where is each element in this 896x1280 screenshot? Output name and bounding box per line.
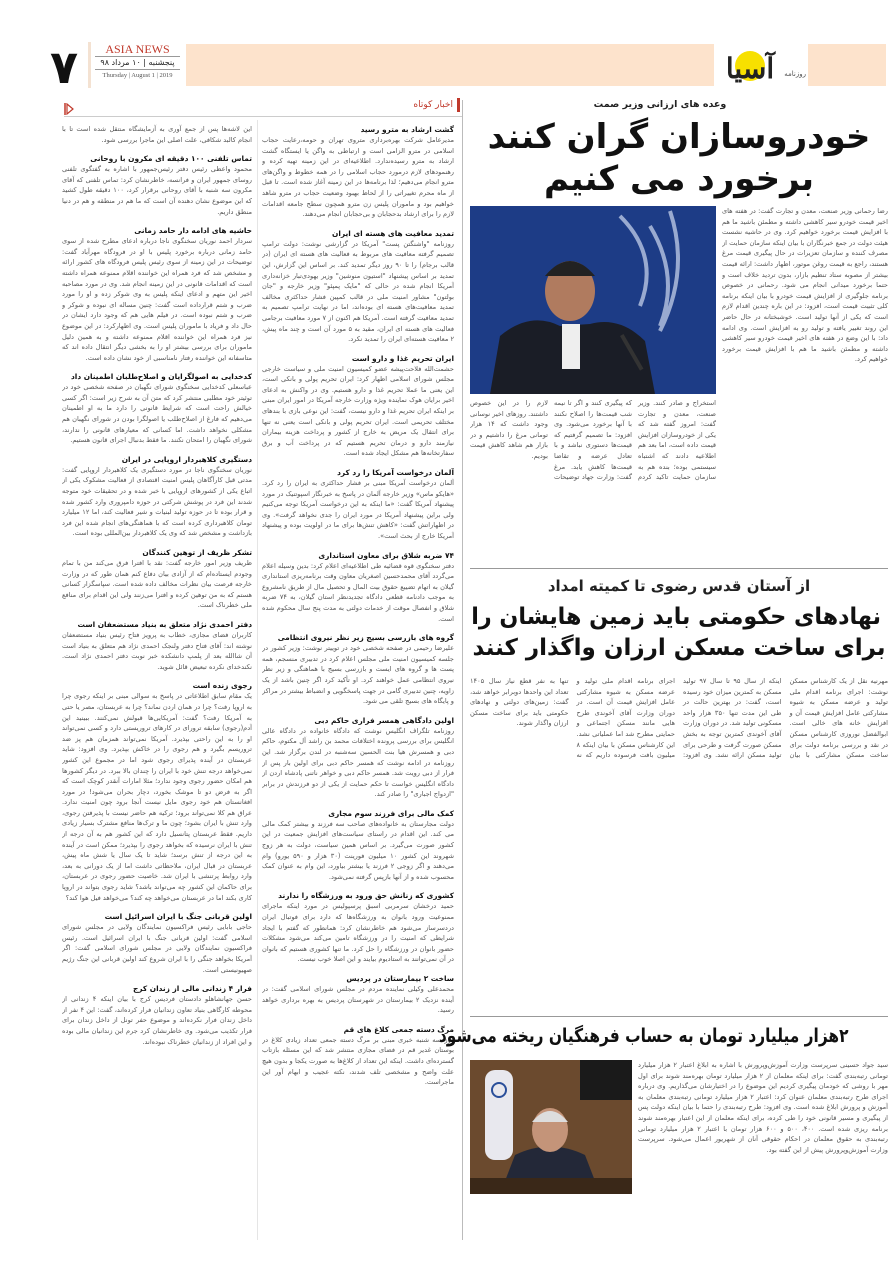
story3-headline: ۲هزار میلیارد تومان به حساب فرهنگیان ریخته می‌شود (438, 1025, 849, 1047)
story2-kicker-box (470, 576, 888, 596)
date-fa: پنجشنبه | ۱۰ مرداد ۹۸ (95, 57, 180, 70)
brief-body: کاربران فضای مجازی، خطاب به پرویز فتاح رئیس بنیاد مستضعفان نوشته اند: آقای فتاح دفتر ولنجک احمدی نژاد هم متعلق به بنیاد است آن شاالله بعد از پلمپ دانشکده خبر نوبت دفتر احمدی نژاد است. نکندخدای نکرده تبعیض قائل شوید. (62, 630, 252, 671)
column-divider (462, 100, 463, 1240)
brief-title: کمک مالی برای فرزند سوم مجاری (328, 808, 454, 818)
story2-kicker: از آستان قدس رضوی تا کمیته امداد (547, 577, 811, 595)
story1-headline (470, 116, 888, 200)
brief-title: ایران تحریم غذا و دارو است (351, 353, 454, 363)
header-band-right (808, 44, 886, 86)
story-separator (470, 568, 888, 569)
briefs-section-label: اخبار کوتاه (300, 98, 460, 112)
brief-title: گروه های بازرسی بسیج زیر نظر نیروی انتظامی (277, 633, 454, 643)
story1-headline-line1: خودروسازان گران کنند (487, 117, 871, 157)
story1-headline-line2: برخورد می کنیم (543, 159, 815, 199)
header-band (186, 44, 714, 86)
brief-title: تماس تلفنی ۱۰۰ دقیقه ای مکرون با روحانی (90, 154, 252, 164)
briefs-rule (64, 116, 462, 117)
brief-body: عباسعلی کدخدایی سخنگوی شورای نگهبان در صفحه شخصی خود در توئیتر خود مطلبی منتشر کرد که متن آن به شرح زیر است: اگر کسی خیالش راحت است که شرایط قانونی را دارد ما به او اطمینان می‌دهیم که فارغ از اصلاح‌طلب یا اصولگرا بودن در شورای نگهبان هم مشکلی نخواهد داشت. اما کسانی که معیارهای قانونی را ندارند، شورای نگهبان را امتحان نکنند. ما فقط بدنبال اجرای قانون هستیم. (62, 383, 252, 445)
story2-headline-line1: نهادهای حکومتی باید زمین هایشان را (471, 604, 881, 630)
page-number: ۷ (50, 40, 79, 94)
brief-body: روز سه شنبه خبری مبنی بر مرگ دسته جمعی تعداد زیادی کلاغ در بوستان غدیر قم در فضای مجازی منتشر شد که این مسئله بازتاب گسترده‌ای داشت. اینکه این تعداد از کلاغ‌ها به صورت یکجا و بدون هیچ علت واضح و مشخصی تلف شدند، نکته عجیب و ابهام آور این ماجراست. (262, 1035, 454, 1087)
brief-title: فرار ۴ زندانی مالی از زندان کرج (132, 984, 252, 994)
briefs-column-b (62, 124, 252, 1240)
story2-headline-line2: برای ساخت مسکن ارزان واگذار کنند (472, 635, 886, 661)
brief-title: کشوری که زنانش حق ورود به ورزشگاه را ندارند (278, 891, 454, 901)
brief-title: گشت ارشاد به مترو رسید (360, 125, 454, 134)
brief-title: آلمان درخواست آمریکا را رد کرد (337, 468, 454, 478)
brief-body: سردار احمد نوریان سخنگوی ناجا درباره ادعای مطرح شده از سوی حامد زمانی درباره برخورد پلیس با او در فرودگاه مهرآباد گفت: توضیحات در این زمینه از سوی رئیس پلیس فرودگاه های کشور ارائه و مشخص شد که فرد همراه این خواننده اقلام ممنوعه همراه داشته است که اقدامات قانونی در این زمینه انجام شد. وی در مورد مصاحبه اخیر این متهم و ادعای اینکه پلیس به وی شوکر زده و او را مورد ضرب و شتم قرارداده است گفت: چنین مساله ای نبوده و شوکر و ضرب و شتم نبوده است. در فیلم هایی هم که وجود دارد ایشان در حال داد و فریاد با ماموران پلیس است. وی اظهارکرد: در این موضوع نیز فرد همراه این خواننده اقلام ممنوعه داشته و به همین دلیل ماموران برای بررسی بیشتر او را به بخشی دیگر انتقال داده اند که متاسفانه این خواننده رفتار نامناسبی از خود نشان داده است. (62, 237, 252, 362)
story3-headline-box (438, 1022, 888, 1054)
brief-title: اولین دادگاهی همسر فراری حاکم دبی (314, 715, 454, 725)
briefs-divider (257, 120, 258, 1240)
brief-body: نوریان سخنگوی ناجا در مورد دستگیری یک کلاهبردار اروپایی گفت: مدتی قبل کارآگاهان پلیس امنیت اقتصادی از فعالیت مشکوک یکی از اتباع یکی از کشورهای اروپایی با خبر شده و در تحقیقات خود متوجه شدند این فرد در پوشش شرکتی در حوزه دامپروری وارد کشور شده و قرار بوده تا در حوزه تولید لبنیات و شیر فعالیت کند، اما ۱۲ میلیارد تومان کلاهبرداری کرده است که با هماهنگی‌های انجام شده این فرد بازداشت و مشخص شد که وی یک کلاهبردار بین‌المللی بوده است. (62, 465, 252, 538)
newspaper-logo (718, 40, 778, 88)
brief-body: علیرضا رحیمی در صفحه شخصی خود در توییتر نوشت: وزیر کشور در جلسه کمیسیون امنیت ملی مجلس اعلام کرد در تدبیری منسجم، همه پست ها و گروه های ایست و بازرسی بسیج با هماهنگی و زیر نظر نیروی انتظامی عمل خواهند کرد. او تأکید کرد اگر چنین باشد از یک زاویه، چنین تدبیری گامی در جهت پاسخگویی و انضباط بیشتر در مراکز و پایگاه های بسیج تلقی می شود. (262, 644, 454, 706)
brief-body: محمدعلی وکیلی نماینده مردم در مجلس شورای اسلامی گفت: در آینده نزدیک ۲ بیمارستان در شهرستان پردیس به بهره برداری خواهد رسید. (262, 985, 454, 1015)
brief-body: مدیرعامل شرکت بهره‌برداری متروی تهران و حومه،رعایت حجاب اسلامی در مترو الزامی است و ارتباطی به واگن یا ایستگاه گشت ارشاد به مترو رسیده‌ندارد. اطلاعیه‌ای در این زمینه تهیه کرده و رهنمودهای لازم درمورد حجاب اسلامی را در همه خطوط و واگن‌های مترو انجام می‌دهیم؛ لذا برنامه‌ها در این زمینه آغاز شده است. تا قبل از ماه محرم تغییراتی را از لحاظ بهبود وضعیت حجاب در مترو شاهد خواهیم بود و ماموران پلیس زن مترو همچون سطح جامعه اقدامات لازم را برای ارشاد بدحجابان و بی‌حجابان انجام می‌دهند. (262, 136, 454, 219)
brief-title: مرگ دسته جمعی کلاغ های قم (343, 1024, 454, 1034)
paper-name-en: ASIA NEWS (95, 42, 180, 57)
brief-body: حاجی بابایی رئیس فراکسیون نمایندگان ولایی در مجلس شورای اسلامی گفت: اولین قربانی جنگ با ایران اسرائیل است. رئیس فراکسیون نمایندگان ولایی در مجلس شورای اسلامی گفت: اگر آمریکا بخواهد جنگی را با ایران شروع کند اولین قربانی این جنگ رژیم صهیونیستی است. (62, 923, 252, 974)
brief-body: ظریف وزیر امور خارجه گفت: نقد با افترا فرق می‌کند من با تمام وجودم ایستاده‌ام که از آزادی بیان دفاع کنم همان طور که در وزارت خارجه فرصت بیان نظرات مخالف داده شده است. سپاسگزار کسانی هستم که به من توهین کرده و افترا می‌زنند ولی این اقدام برای منافع ملی خطرناک است. (62, 559, 252, 610)
brief-body: حمید درخشان سرمربی اسبق پرسپولیس در مورد اینکه ماجرای ممنوعیت ورود بانوان به ورزشگاه‌ها که دارد برای فوتبال ایران دردسرساز می‌شود هم خاطرنشان کرد: همانطور که گفتم با ایجاد شرایطی که امنیت را در ورزشگاه تامین می‌کند می‌شود مشکلات حضور بانوان در ورزشگاه را حل کرد. ما تنها کشوری هستیم که بانوان در آن نمی‌توانند به استادیوم بیایند و این اصلا خوب نیست. (262, 902, 454, 964)
svg-text:آسیا: آسیا (725, 52, 775, 85)
story3-photo (470, 1060, 632, 1194)
brief-body: یک مقام سابق اطلاعاتی در پاسخ به سوالی مبنی بر اینکه رجوی چرا به اروپا رفت؟ چرا در همان اردن نماند؟ چرا به عربستان، مصر یا حتی به آمریکا رفت؟ گفت: آمریکایی‌ها قبولش نمی‌کنند. ببینید این آدم(رجوی) سابقه ترورای در کارهای تروریستی دارد و کسی نمی‌تواند او را به این راحتی بپذیرد. آمریکا نمی‌تواند همزمان هم پز ضد تروریسم بگیرد و هم رجوی را در خاکش بپذیرد. وی افزود: شاید عربستان در آینده پذیرای رجوی شود اما در مجموع این کشور نمی‌خواهد درجه تنش خود با ایران را چندان بالا ببرد. در دیگر کشورها هم امکان حضور رجوی وجود ندارد؛ مثلا امارات آنقدر کوچک است که اگر به فرض دو تا موشک بخورد، دچار بحران می‌شود! در مورد افغانستان هم خود رجوی مایل نیست آنجا برود چون امنیت ندارد. عراق هم کلا نمی‌تواند برود؛ ترکیه هم حاضر نیست با پذیرفتن رجوی، وارد تنش با ایران بشود؛ چون ما و ترک‌ها منافع مشترک بسیار زیادی داریم. فقط عربستان پتانسیل دارد که این کشور هم به آن درجه از تنش با ایران نرسیده که بخواهد رجوی را بپذیرد؛ ممکن است در آینده به این درجه از تنش برسد؛ شاید تا یک سال یا شش ماه پیش، عربستان در قبال ایران، ملاحظاتی داشت اما از یک دورانی به بعد، وارد روابط پرتنشی با ایران شد. خاصیت حضور رجوی در عربستان، برای حاکمان این کشور چه می‌تواند باشد؟ شاید رجوی بتواند در اروپا کاری بکند اما در عربستان می‌خواهد چه کند؟ می‌خواهد فیل هوا کند؟ (62, 692, 252, 902)
story2-headline (470, 602, 888, 664)
date-box (88, 42, 180, 88)
brief-body: آلمان درخواست آمریکا مبنی بر فشار حداکثری به ایران را رد کرد. «هایکو ماس» وزیر خارجه آلمان در پاسخ به خبرنگار اسپوتنیک در مورد پیشنهاد آمریکا گفت: «ما اینکه به این درخواست آمریکا توجه می‌کنیم ولی براین پیشنهاد آمریکا در مورد ایران را جدی نخواهد گرفت». وی در اظهاراتش گفت: «کاهش تنش‌ها برای ما در اولویت بوده و پیشنهاد آمریکا خارج از بحث است». (262, 479, 454, 540)
triangle-right-icon (64, 100, 74, 112)
brief-body: دولت مجارستان به خانواده‌های صاحب سه فرزند و بیشتر کمک مالی می کند. این اقدام در راستای سیاست‌های افزایش جمعیت در این کشور صورت می‌گیرد. بر اساس همین سیاست، دولت به هر زوج شهروند این کشور ۱۰ میلیون فورینت (۳۰ هزار و ۵۹۰ یورو) وام می‌دهند و اگر زوجی ۲ فرزند یا بیشتر بیاورد، این وام به عنوان کمک محسوب شده و از آنها بازپس گرفته نمی‌شود. (262, 819, 454, 881)
brief-title: تشکر ظریف از توهین کنندگان (142, 548, 252, 557)
brief-title: کدخدایی به اصولگرایان و اصلاح‌طلبان اطمینان داد (71, 372, 252, 382)
brief-title: تمدید معافیت های هسته ای ایران (332, 228, 454, 238)
brief-title: اولین قربانی جنگ با ایران اسرائیل است (104, 912, 252, 922)
story1-body-right: رضا رحمانی وزیر صنعت، معدن و تجارت گفت: در هفته های اخیر قیمت خودرو سیر کاهشی داشته و مطمئن باشید ما هم با افزایش قیمت برخورد خواهیم کرد. وی در حاشیه نشست هیئت دولت در جمع خبرنگاران با بیان اینکه سازمان حمایت از مصرف کننده و سازمان تعزیرات در حال پیگیری قیمت مرغ هستند، راجع به قیمت روغن موتور، اظهار داشت: ارائه قیمت بیشتر از مصوبه ستاد تنظیم بازار، بدون تردید خلاف است و حتما برخورد میدانی انجام می شود. رحمانی در خصوص برنامه جلوگیری از افزایش قیمت خودرو با بیان اینکه برنامه کلی تثبیت قیمت است، افزود: در این باره چندین اقدام لازم است که یکی از آنها تولید است. خوشبختانه در حال حاضر این روند تغییر یافته و تولید رو به افزایش است. وی ادامه داد: با این وضع در هفته های اخیر قیمت خودرو سیر کاهشی داشته و مطمئن باشید ما هم با افزایش قیمت برخورد خواهیم کرد. (722, 207, 888, 364)
brief-title: دستگیری کلاهبردار اروپایی در ایران (121, 454, 252, 464)
brief-body: روزنامه "واشنگتن پست" آمریکا در گزارشی نوشت: دولت ترامپ تصمیم گرفته معافیت های مربوط به فعالیت های هسته ای ایران (در قالب برجام) را تا ۹۰ روز دیگر تمدید کند. بر اساس این گزارش، این تمدید بر اساس پیشنهاد "استیون منوشین" وزیر یهودی‌تبار خزانه‌داری آمریکا انجام شده در حالی که "مایک پمپئو" وزیر خارجه و "جان بولتون" مشاور امنیت ملی در قالب کمپین فشار حداکثری مخالف تمدید معافیت‌های هسته ای بوده‌اند، اما در نهایت ترامپ تصمیم به تمدید معافیت گرفته است. آمریکا هم اکنون از ۷ مورد معافیت برجامی فعالیت های هسته ای ایران، مقید به ۵ مورد آن است و چند ماه پیش، ۲ معافیت هسته‌ای ایران را تمدید نکرد. (262, 239, 454, 344)
brief-body: حشمت‌الله فلاحت‌پیشه عضو کمیسیون امنیت ملی و سیاست خارجی مجلس شورای اسلامی اظهار کرد: ایران تحریم پولی و بانکی است، این یعنی ما عملا تحریم غذا و دارو هستیم. وی در واکنش به ادعای اخیر برایان هوک نماینده ویژه وزارت خارجه آمریکا در امور ایران مبنی بر اینکه ایران تحریم غذا و دارو نیست، گفت: این نوعی بازی با بندهای مختلف تحریمی است. ایران تحریم پولی و بانکی است یعنی نه تنها برای انتقال یک مریض به خارج از کشور و پرداخت هزینه بیماران نیازمند دارو و درمان تحریم هستیم که در پرداخت آب و برق سفارتخانه‌ها هم مشکل ایجاد شده است. (262, 364, 454, 458)
logo-subtitle: روزنامه (784, 70, 806, 78)
story-separator-2 (470, 1016, 888, 1017)
brief-body: دفتر سخنگوی قوه قضائیه طی اطلاعیه‌ای اعلام کرد: بدین وسیله اعلام می‌گردد آقای محمدحسین اصغریان معاون وقت برنامه‌ریزی استانداری گیلان به اتهام تضییع حقوق بیت المال و تحصیل مال از طریق نامشروع به موجب دادنامه قطعی دادگاه تجدیدنظر استان گیلان، به ۷۴ ضربه شلاق و انفصال موقت از خدمات دولتی به مدت پنج سال محکوم شده است. (262, 561, 454, 623)
story2-body: مهرنیه نقل از یک کارشناس مسکن نوشت: اجرای برنامه اقدام ملی تولید و عرضه مسکن به شیوه مشارکتی عامل افزایش قیمت آن و افزایش خانه های خالی است. ابوالفضل نوروزی کارشناس مسکن در نقد و بررسی برنامه دولت برای ساخت مسکن مشارکتی با بیان اینکه از سال ۹۵ تا سال ۹۷ تولید مسکن به کمترین میزان خود رسیده است، گفت: در بهترین حالت در طی این مدت تنها ۳۵۰ هزار واحد مسکونی تولید شد. در دوران وزارت آقای آخوندی کمترین توجه به بخش مسکن صورت گرفت و طرحی برای تولید مسکن ارائه نشد. وی افزود: اجرای برنامه اقدام ملی تولید و عرضه مسکن به شیوه مشارکتی عامل افزایش قیمت آن است. در دوران وزارت آقای آخوندی طرح هایی مانند مسکن اجتماعی و حمایتی مطرح شد اما عملیاتی نشد. این کارشناس مسکن با بیان اینکه ۸ میلیون بافت فرسوده داریم که نه تنها به نفر قطع نیاز سال ۱۴۰۵ تعداد این واحدها دوبرابر خواهد شد، گفت: زمین‌های دولتی و نهادهای حکومتی باید برای ساخت مسکن ارزان واگذار شوند. (470, 677, 888, 760)
brief-title: حاشیه های ادامه دار حامد زمانی (134, 226, 252, 236)
brief-title: رجوی زنده است (192, 681, 252, 691)
story1-body-below: استخراج و صادر کنند. وزیر صنعت، معدن و تجارت گفت: امروز گفته شد که یکی از خودروسازان افزایش قیمت داده است، اما بعد هم اطلاعیه دادند که اشتباه سیستمی بوده؛ بنده هم به سازمان حمایت تاکید کردم که پیگیری کنند و اگر تا نیمه شب قیمت‌ها را اصلاح نکنند با آنها برخورد می‌شود. وی افزود: ما تصمیم گرفتیم که قیمت‌ها دستوری نباشد و با تعادل عرضه و تقاضا قیمت‌ها کاهش یابد. مرغ گفت: وزارت جهاد توضیحات لازم را در این خصوص داشتند. روزهای اخیر نوسانی وجود داشت که ۱۴ هزار تومانی مرغ را داشتیم و در بازار هم شاهد کاهش قیمت بودیم. (470, 399, 716, 482)
date-en: Thursday | August 1 | 2019 (102, 72, 173, 79)
briefs-column-a (262, 124, 454, 1240)
story3-body: سید جواد حسینی سرپرست وزارت آموزش‌وپرورش با اشاره به ابلاغ اعتبار ۲ هزار میلیارد تومانی رتبه‌بندی گفت: برای اینکه معلمان از ۲ هزار میلیارد تومان بهره‌مند شوند برای اول مهر با روشی که خودمان پیگیری کردیم این موضوع را در اختیارشان می‌گذاریم. وی درباره اجرای طرح رتبه‌بندی معلمان عنوان کرد: اعتبار ۲ هزار میلیارد تومانی رتبه‌بندی معلمان به آموزش و پرورش ابلاغ شده است. وی افزود: طرح رتبه‌بندی را حتما با بیان اینکه دولت پس از پیگیری و مسیر قانونی خود را طی کرده، برای اینکه معلمان از این اعتبار بهره‌مند شوند برنامه ریزی شده است. ۴۰۰، ۵۰۰ و ۶۰۰ هزار تومان با اعتبار ۲ هزار میلیارد تومانی رتبه‌بندی به حقوق معلمان در احکام حقوقی آنان از شهریور اعمال می‌شود. سرپرست وزارت آموزش‌وپرورش پیش از این گفته بود. (638, 1061, 888, 1154)
brief-title: ۷۴ ضربه شلاق برای معاون استانداری (318, 550, 454, 560)
story1-photo (470, 206, 716, 394)
brief-body: روزنامه تلگراف انگلیس نوشت که دادگاه خانواده در دادگاه عالی انگلیس برای بررسی پرونده اختلافات محمد بن راشد آل مکتوم، حاکم دبی و همسرش هیا بنت الحسین سه‌شنبه در لندن برگزار شد. این روزنامه در ادامه نوشت که همسر حاکم دبی برای اولین بار پس از فرار از دبی رویت شد. همسر حاکم دبی و خواهر ناتنی پادشاه اردن از دادگاه انگلیس خواست تا حکم حمایت از یکی از دو فرزندش در برابر "ازدواج اجباری" را صادر کند. (262, 726, 454, 799)
brief-body: این لاشه‌ها پس از جمع آوری به آزمایشگاه منتقل شده است تا با انجام کالبد شکافی، علت اصلی این ماجرا بررسی شود. (62, 125, 252, 144)
brief-body: حسن جهانشاهلو دادستان فردیس کرج با بیان اینکه ۴ زندانی از محوطه کارگاهی بنیاد تعاون زندانیان فرار کرده‌اند، گفت: این ۴ نفر از داخل زندان فرار نکرده‌اند و موضوع حفر تونل از داخل زندان برای فرار تکذیب می‌شود. وی خاطرنشان کرد جرم این زندانیان مالی بوده و این افراد از زندانیان خطرناک نبوده‌اند. (62, 995, 252, 1046)
brief-title: دفتر احمدی نژاد متعلق به بنیاد مستضعفان است (77, 619, 252, 629)
brief-body: محمود واعظی رئیس دفتر رئیس‌جمهور با اشاره به گفتگوی تلفنی روسای جمهور ایران و فرانسه، خاطرنشان کرد: تماس تلفنی که آقای مکرون سه شنبه با آقای روحانی برقرار کرد، ۱۰۰ دقیقه طول کشید که این موضوع نشان دهنده آن است که ما هم در منطقه و هم در دنیا منطق داریم. (62, 165, 252, 216)
story1-kicker-box (560, 98, 760, 112)
brief-title: ساخت ۲ بیمارستان در پردیس (346, 974, 454, 983)
story1-kicker: وعده های ارزانی وزیر صمت (593, 99, 727, 110)
